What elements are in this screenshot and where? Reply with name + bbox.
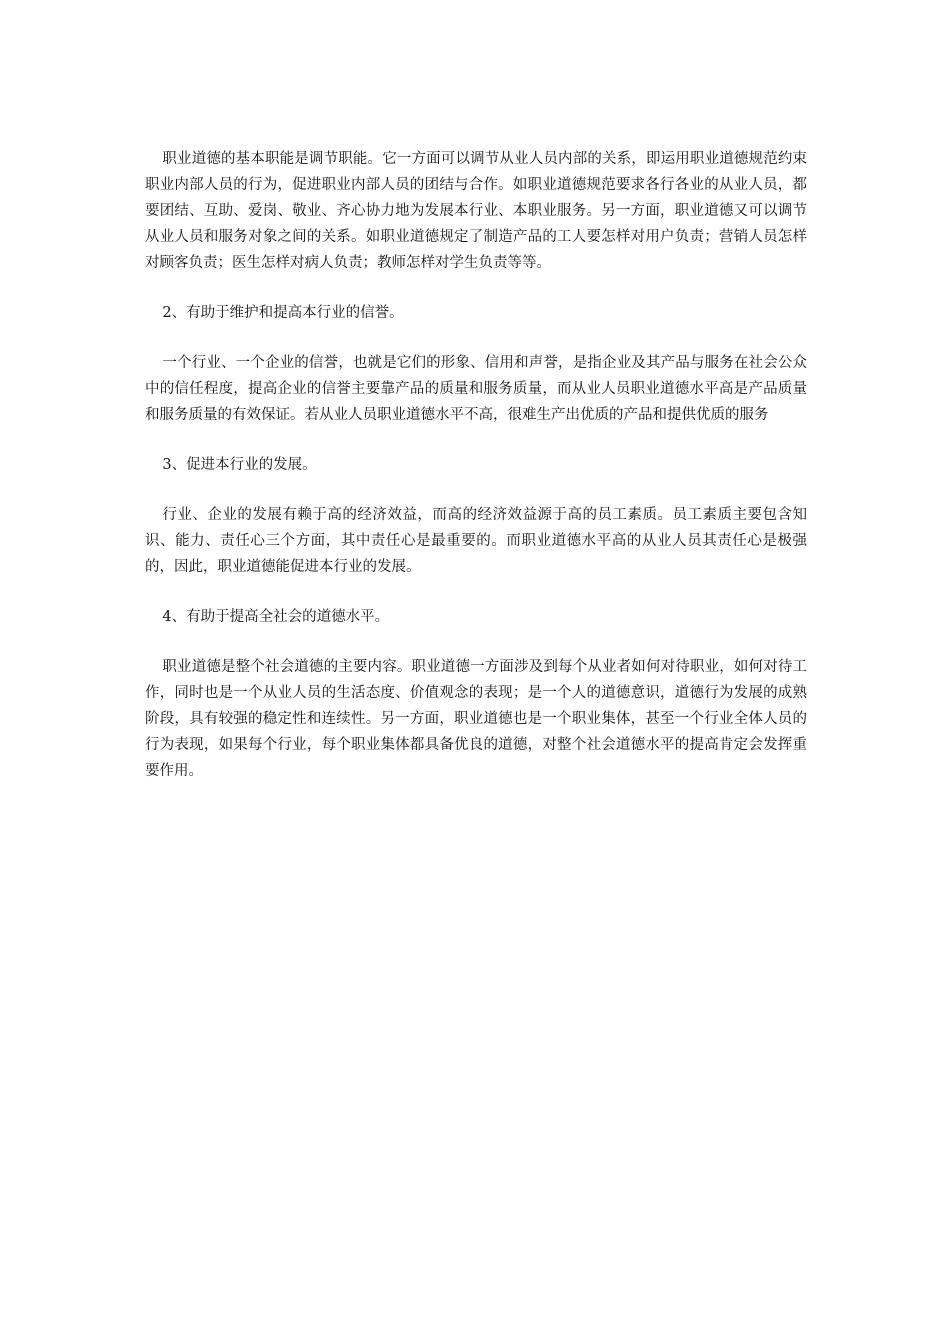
paragraph-gap: [145, 580, 807, 604]
paragraph-gap: [145, 478, 807, 502]
paragraph-social-morality: 职业道德是整个社会道德的主要内容。职业道德一方面涉及到每个从业者如何对待职业，如何对待工作，同时也是一个从业人员的生活态度、价值观念的表现；是一个人的道德意识，道德行为发展的成熟阶段，具有较强的稳定性和连续性。另一方面，职业道德也是一个职业集体，甚至一个行业全体人员的行为表现，如果每个行业，每个职业集体都具备优良的道德，对整个社会道德水平的提高肯定会发挥重要作用。: [145, 659, 807, 779]
paragraph-regulating-function: 职业道德的基本职能是调节职能。它一方面可以调节从业人员内部的关系，即运用职业道德规范约束职业内部人员的行为，促进职业内部人员的团结与合作。如职业道德规范要求各行各业的从业人员，都要团结、互助、爱岗、敬业、齐心协力地为发展本行业、本职业服务。另一方面，职业道德又可以调节从业人员和服务对象之间的关系。如职业道德规定了制造产品的工人要怎样对用户负责；营销人员怎样对顾客负责；医生怎样对病人负责；教师怎样对学生负责等等。: [145, 151, 807, 271]
document-body: [145, 146, 807, 784]
heading-development: 3、促进本行业的发展。: [162, 457, 317, 473]
paragraph-development: 行业、企业的发展有赖于高的经济效益，而高的经济效益源于高的员工素质。员工素质主要包含知识、能力、责任心三个方面，其中责任心是最重要的。而职业道德水平高的从业人员其责任心是极强的，因此，职业道德能促进本行业的发展。: [145, 507, 807, 575]
paragraph-gap: [145, 276, 807, 300]
paragraph-gap: [145, 326, 807, 350]
heading-reputation: 2、有助于维护和提高本行业的信誉。: [162, 305, 404, 321]
paragraph-gap: [145, 630, 807, 654]
paragraph-reputation: 一个行业、一个企业的信誉，也就是它们的形象、信用和声誉，是指企业及其产品与服务在社会公众中的信任程度，提高企业的信誉主要靠产品的质量和服务质量，而从业人员职业道德水平高是产品质量和服务质量的有效保证。若从业人员职业道德水平不高，很难生产出优质的产品和提供优质的服务: [145, 355, 807, 423]
heading-social-morality: 4、有助于提高全社会的道德水平。: [162, 609, 390, 625]
paragraph-gap: [145, 428, 807, 452]
